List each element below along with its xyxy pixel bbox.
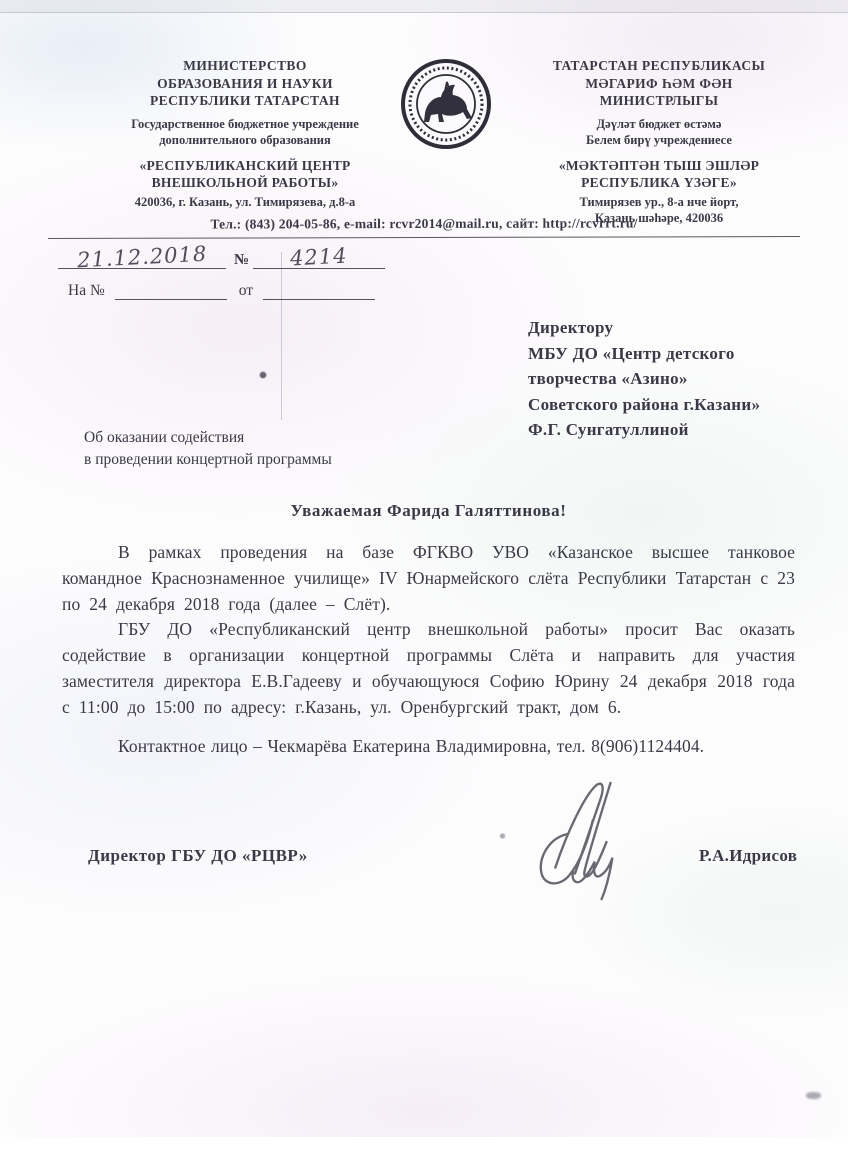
letter-body [62, 540, 795, 759]
subject-block: Об оказании содействия в проведении концертной программы [84, 429, 332, 468]
salutation: Уважаемая Фарида Галяттинова! [290, 501, 567, 520]
reply-number-field [115, 281, 227, 300]
handwritten-signature [512, 776, 640, 906]
org-name-tt: «МӘКТӘПТӘН ТЫШ ЭШЛӘР РЕСПУБЛИКА ҮЗӘГЕ» [558, 157, 760, 190]
handwritten-date: 21.12.2018 [76, 241, 208, 273]
org-address-tt: Тимирязев ур., 8-а нче йорт, Казань шәһәре, 420036 [579, 194, 739, 225]
reply-prefix-label: На № [68, 282, 105, 299]
body-paragraph-1: В рамках проведения на базе ФГКВО УВО «Казанское высшее танковое командное Краснознаменное училище» IV Юнармейского слёта Республики Татарстан с 23 по 24 декабря 2018 года (далее – Слёт). [62, 542, 795, 614]
body-paragraph-2: ГБУ ДО «Республиканский центр внешкольной работы» просит Вас оказать содействие в организации концертной программы Слёта и направить для участия заместителя директора Е.В.Гадееву и обучающуюся Софию Юрину 24 декабря 2018 года с 11:00 до 15:00 по адресу: г.Казань, ул. Оренбургский тракт, дом 6. [62, 619, 795, 717]
org-name-ru: «РЕСПУБЛИКАНСКИЙ ЦЕНТР ВНЕШКОЛЬНОЙ РАБОТЫ» [139, 157, 351, 190]
scan-edge-mark [806, 1092, 821, 1099]
scan-speck [499, 833, 506, 839]
signature-stroke-icon [512, 776, 640, 906]
number-sign-label: № [234, 252, 250, 268]
date-field [58, 241, 226, 273]
org-type-tt: Дәүләт бюджет өстәмә Белем бирү учреждениесе [586, 116, 732, 147]
letterhead-russian-block [90, 57, 400, 210]
signer-position-title: Директор ГБУ ДО «РЦВР» [88, 846, 308, 865]
outgoing-reference-row [58, 241, 385, 273]
addressee-block: Директору МБУ ДО «Центр детского творчества «Азино» Советского района г.Казани» Ф.Г. Сунгатуллиной [528, 318, 761, 439]
scan-speck [259, 371, 267, 379]
scan-vertical-crease [281, 252, 282, 420]
org-type-ru: Государственное бюджетное учреждение дополнительного образования [131, 116, 359, 147]
org-address-ru: 420036, г. Казань, ул. Тимирязева, д.8-а [134, 194, 356, 209]
winged-leopard-emblem-icon [400, 58, 492, 150]
signer-name: Р.А.Идрисов [699, 846, 798, 865]
reply-from-label: от [238, 282, 254, 299]
reply-date-field [263, 281, 375, 300]
ministry-name-ru: МИНИСТЕРСТВО ОБРАЗОВАНИЯ И НАУКИ РЕСПУБЛИКИ ТАТАРСТАН [150, 58, 340, 108]
number-field [253, 244, 385, 269]
scan-top-edge-artifact [0, 0, 848, 13]
letterhead-tatar-block [500, 57, 818, 226]
scan-bottom-margin [0, 1137, 848, 1169]
reply-reference-row [68, 281, 375, 300]
tatarstan-emblem-logo [400, 58, 492, 150]
letterhead-contact-line: Тел.: (843) 204-05-86, e-mail: rcvr2014@mail.ru, сайт: http://rcvrrt.ru/ [48, 215, 800, 239]
handwritten-number: 4214 [289, 243, 349, 271]
ministry-name-tt: ТАТАРСТАН РЕСПУБЛИКАСЫ МӘГАРИФ ҺӘМ ФӘН МИНИСТРЛЫГЫ [552, 58, 766, 108]
contact-person-line: Контактное лицо – Чекмарёва Екатерина Владимировна, тел. 8(906)1124404. [118, 735, 705, 756]
